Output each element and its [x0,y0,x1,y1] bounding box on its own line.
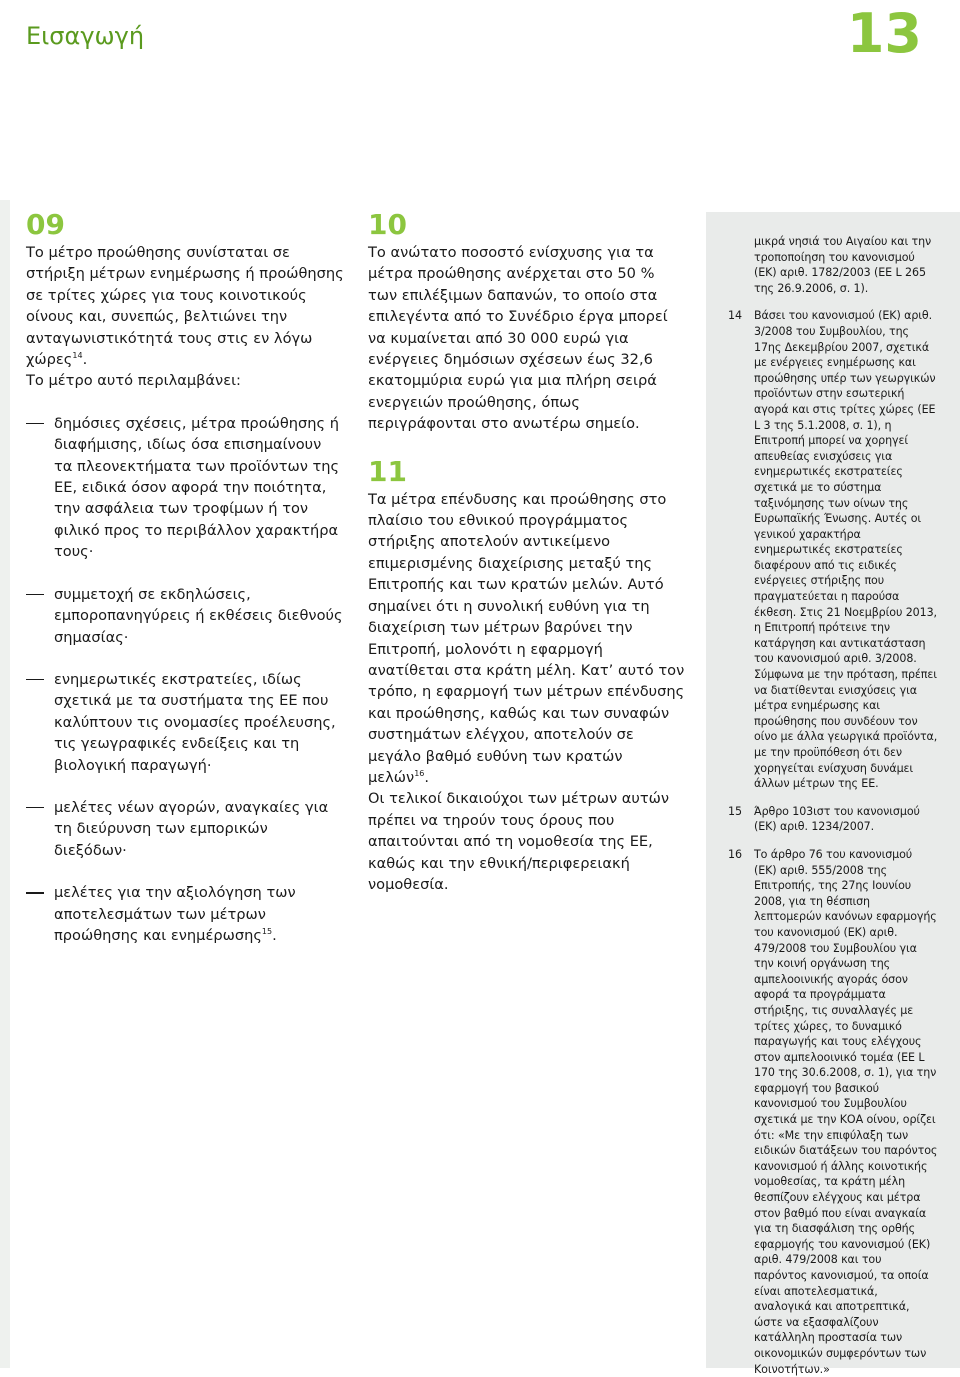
footnote-ref-14[interactable]: 14 [72,351,83,361]
footnote-number: 16 [728,847,742,861]
list-item: δημόσιες σχέσεις, μέτρα προώθησης ή διαφήμισης, ιδίως όσα επισημαίνουν τα πλεονεκτήματα των προϊόντων της ΕΕ, ειδικά όσον αφορά την ποιότητα, την ασφάλεια των τροφίμων ή τον φιλικό προς το περιβάλλον χαρακτήρα τους· [26,413,344,563]
list-item: ενημερωτικές εκστρατείες, ιδίως σχετικά με τα συστήματα της ΕΕ που καλύπτουν τις ονομασίες προέλευσης, τις γεωγραφικές ενδείξεις και τη βιολογική παραγωγή· [26,669,344,776]
section-number-11: 11 [368,454,407,488]
footnote-ref-15[interactable]: 15 [261,927,273,937]
list-item: μελέτες για την αξιολόγηση των αποτελεσμάτων των μέτρων προώθησης και ενημέρωσης$^{15}$. [26,882,344,946]
section-number-10: 10 [368,208,407,241]
section-09-intro: Το μέτρο προώθησης συνίσταται σε στήριξη μέτρων ενημέρωσης ή προώθησης σε τρίτες χώρες για τους κοινοτικούς οίνους και, συνεπώς, βελτιώνει την ανταγωνιστικότητά τους στις εν λόγω χώρες$^{14}$. [26,244,344,369]
footnote-15 [728,804,938,835]
footnote-number: 14 [728,309,742,323]
section-11-text: Τα μέτρα επένδυσης και προώθησης στο πλαίσιο του εθνικού προγράμματος στήριξης αποτελούν αντικείμενο επιμερισμένης διαχείρισης μεταξύ της Επιτροπής και των κρατών μελών. Αυτό σημαίνει ότι η συνολική ευθύνη για τη διαχείριση των μέτρων βαρύνει την Επιτροπή, μολονότι η εφαρμογή ανατίθεται στα κράτη μέλη. Κατ’ αυτό τον τρόπο, η εφαρμογή των μέτρων επένδυσης και προώθησης, καθώς και των συναφών συστημάτων ελέγχου, αποτελούν σε μεγάλο βαθμό ευθύνη των κρατών μελών$^{16}$. [368,490,685,786]
column-middle [368,208,686,895]
list-item: μελέτες νέων αγορών, αναγκαίες για τη διεύρυνση των εμπορικών διεξόδων· [26,797,344,861]
section-11-text-2: Οι τελικοί δικαιούχοι των μέτρων αυτών πρέπει να τηρούν τους όρους που απαιτούνται από τη νομοθεσία της ΕΕ, καθώς και την εθνική/περιφερειακή νομοθεσία. [368,790,670,893]
footnote-continuation: μικρά νησιά του Αιγαίου και την τροποποίηση του κανονισμού (ΕΚ) αριθ. 1782/2003 (ΕΕ L 265 της 26.9.2006, σ. 1). [754,235,932,295]
page-number: 13 [846,2,922,65]
page-title: Εισαγωγή [26,22,145,50]
footnote-14 [728,308,938,791]
column-left [26,208,344,967]
measures-list [26,413,344,947]
footnote-16 [728,847,938,1377]
section-number-09: 09 [26,208,65,241]
footnote-text: Άρθρο 103ιστ του κανονισμού (ΕΚ) αριθ. 1234/2007. [754,804,920,834]
left-margin-band [0,200,10,1368]
footnote-ref-16[interactable]: 16 [414,769,425,779]
footnote-text: Βάσει του κανονισμού (ΕΚ) αριθ. 3/2008 του Συμβουλίου, της 17ης Δεκεμβρίου 2007, σχετικά με ενέργειες ενημέρωσης και προώθησης υπέρ των γεωργικών προϊόντων στην εσωτερική αγορά και στις τρίτες χώρες (ΕΕ L 3 της 5.1.2008, σ. 1), η Επιτροπή μπορεί να χορηγεί απευθείας ενισχύσεις για ενημερωτικές εκστρατείες σχετικά με το σύστημα ταξινόμησης των οίνων της Ευρωπαϊκής Ένωσης. Αυτές οι γενικού χαρακτήρα ενημερωτικές εκστρατείες διαφέρουν από τις ειδικές ενέργειες στήριξης που πραγματεύεται η παρούσα έκθεση. Στις 21 Νοεμβρίου 2013, η Επιτροπή πρότεινε την κατάργηση και αντικατάσταση του κανονισμού αριθ. 3/2008. Σύμφωνα με την πρόταση, πρέπει να διατίθενται ενισχύσεις για μέτρα ενημέρωσης και προώθησης που συνδέουν τον οίνο με άλλα γεωργικά προϊόντα, με την προϋπόθεση ότι δεν χορηγείται ενίσχυση δυνάμει άλλων μέτρων της ΕΕ. [754,309,938,791]
footnotes-column [728,234,938,1377]
list-item: συμμετοχή σε εκδηλώσεις, εμποροπανηγύρεις ή εκθέσεις διεθνούς σημασίας· [26,584,344,648]
footnote-number: 15 [728,804,742,818]
footnote-text: Το άρθρο 76 του κανονισμού (ΕΚ) αριθ. 555/2008 της Επιτροπής, της 27ης Ιουνίου 2008, για τη θέσπιση λεπτομερών κανόνων εφαρμογής του κανονισμού (ΕΚ) αριθ. 479/2008 του Συμβουλίου για την κοινή οργάνωση της αμπελοοινικής αγοράς όσον αφορά τα προγράμματα στήριξης, τις συναλλαγές με τρίτες χώρες, το δυναμικό παραγωγής και τους ελέγχους στον αμπελοοινικό τομέα (ΕΕ L 170 της 30.6.2008, σ. 1), για την εφαρμογή του βασικού κανονισμού του Συμβουλίου σχετικά με την ΚΟΑ οίνου, ορίζει ότι: «Με την επιφύλαξη των ειδικών διατάξεων του παρόντος κανονισμού ή άλλης κοινοτικής νομοθεσίας, τα κράτη μέλη θεσπίζουν ελέγχους και μέτρα στον βαθμό που είναι αναγκαία για τη διασφάλιση της ορθής εφαρμογής του κανονισμού (ΕΚ) αριθ. 479/2008 και του παρόντος κανονισμού, τα οποία είναι αποτελεσματικά, αναλογικά και αποτρεπτικά, ώστε να εξασφαλίζουν κατάλληλη προστασία των οικονομικών συμφερόντων των Κοινοτήτων.» [754,847,938,1376]
section-10-text: Το ανώτατο ποσοστό ενίσχυσης για τα μέτρα προώθησης ανέρχεται στο 50 % των επιλέξιμων δαπανών, το οποίο στα επιλεγέντα από το Συνέδριο έργα μπορεί να κυμαίνεται από 30 000 ευρώ για ενέργειες δημόσιων σχέσεων έως 32,6 εκατομμύρια ευρώ για μια πλήρη σειρά ενεργειών προώθησης, όπως περιγράφονται στο ανωτέρω σημείο. [368,244,668,433]
section-09-lead: Το μέτρο αυτό περιλαμβάνει: [26,372,241,390]
